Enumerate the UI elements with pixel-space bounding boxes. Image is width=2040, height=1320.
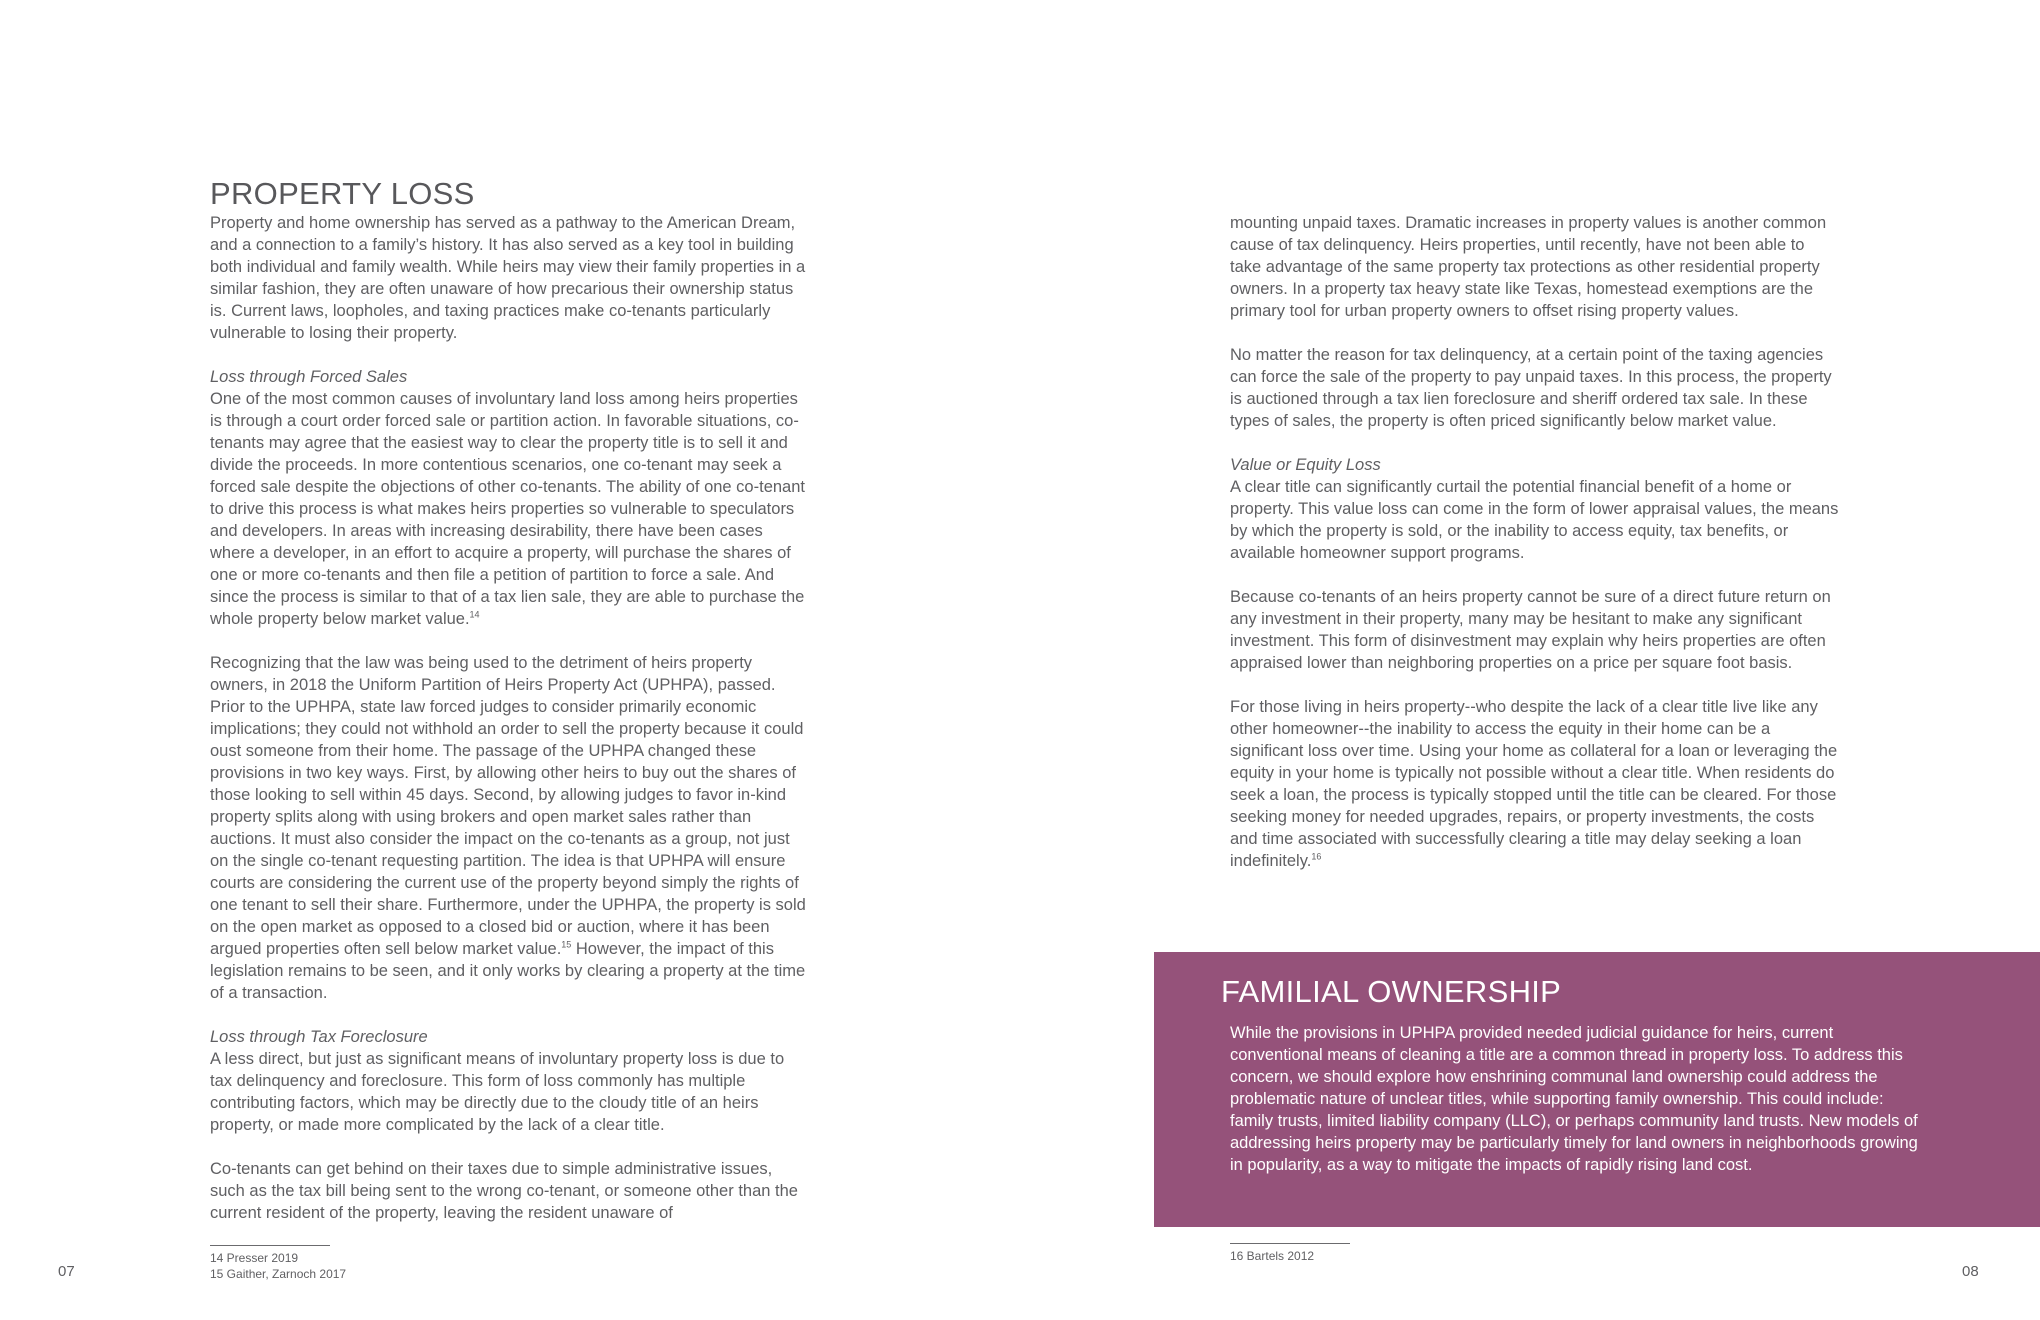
property-loss-heading: PROPERTY LOSS — [210, 176, 475, 211]
cotenants-paragraph: Co-tenants can get behind on their taxes due to simple administrative issues, such as the tax bill being sent to the wrong co-tenant, or someone other than the current resident of the property, leaving the resident unaware of — [210, 1160, 798, 1222]
footnote-14: 14 Presser 2019 — [210, 1251, 299, 1265]
right-footnote-rule — [1230, 1243, 1350, 1244]
equity-text: For those living in heirs property--who despite the lack of a clear title live like any other homeowner--the inability to access the equity in their home can be a significant loss over time. Using your home as collateral for a loan or leveraging the equity in your home is typically not possible without a clear title. When residents do seek a loan, the process is typically stopped until the title can be cleared. For those seeking money for needed upgrades, repairs, or property investments, the costs and time associated with successfully clearing a title may delay seeking a loan indefinitely. — [1230, 698, 1838, 870]
familial-ownership-heading: FAMILIAL OWNERSHIP — [1221, 974, 1562, 1009]
familial-ownership-box — [1154, 952, 2040, 1227]
left-footnotes — [210, 1250, 346, 1282]
equity-paragraph — [1230, 696, 1840, 872]
intro-paragraph: Property and home ownership has served as a pathway to the American Dream, and a connection to a family’s history. It has also served as a key tool in building both individual and family wealth. While heirs may view their family properties in a similar fashion, they are often unaware of how precarious their ownership status is. Current laws, loopholes, and taxing practices make co-tenants particularly vulnerable to losing their property. — [210, 214, 806, 342]
tax-foreclosure-subheading: Loss through Tax Foreclosure — [210, 1028, 428, 1046]
left-text-column — [210, 212, 810, 1246]
uphpa-text: Recognizing that the law was being used to the detriment of heirs property owners, in 2018 the Uniform Partition of Heirs Property Act (UPHPA), passed. Prior to the UPHPA, state law forced judges to consider primarily economic implications; they could not withhold an order to sell the property because it could oust someone from their home. The passage of the UPHPA changed these provisions in two key ways. First, by allowing other heirs to buy out the shares of those looking to sell within 45 days. Second, by allowing judges to favor in-kind property splits along with using brokers and open market sales rather than auctions. It must also consider the impact on the co-tenants as a group, not just on the single co-tenant requesting partition. The idea is that UPHPA will ensure courts are considering the current use of the property beyond simply the rights of one tenant to sell their share. Furthermore, under the UPHPA, the property is sold on the open market as opposed to a closed bid or auction, where it has been argued properties often sell below market value. — [210, 654, 806, 958]
forced-sales-paragraph — [210, 388, 810, 630]
page-number-right: 08 — [1962, 1263, 1979, 1280]
forced-sales-subheading: Loss through Forced Sales — [210, 368, 408, 386]
uphpa-text-end: However, the impact of this legislation remains to be seen, and it only works by clearing a property at the time of a transaction. — [210, 940, 806, 1002]
left-footnote-rule — [210, 1245, 330, 1246]
forced-sales-text: One of the most common causes of involuntary land loss among heirs properties is through a court order forced sale or partition action. In favorable situations, co-tenants may agree that the easiest way to clear the property title is to sell it and divide the proceeds. In more contentious scenarios, one co-tenant may seek a forced sale despite the objections of other co-tenants. The ability of one co-tenant to drive this process is what makes heirs properties so vulnerable to speculators and developers. In areas with increasing desirability, there have been cases where a developer, in an effort to acquire a property, will purchase the shares of one or more co-tenants and then file a petition of partition to force a sale. And since the process is similar to that of a tax lien sale, they are able to purchase the whole property below market value. — [210, 390, 805, 628]
right-footnotes — [1230, 1248, 1314, 1264]
page-number-left: 07 — [58, 1263, 75, 1280]
footnote-ref-16: 16 — [1311, 851, 1322, 862]
tax-foreclosure-paragraph: A less direct, but just as significant means of involuntary property loss is due to tax delinquency and foreclosure. This form of loss commonly has multiple contributing factors, which may be directly due to the cloudy title of an heirs property, or made more complicated by the lack of a clear title. — [210, 1050, 785, 1134]
footnote-15: 15 Gaither, Zarnoch 2017 — [210, 1267, 347, 1281]
disinvestment-paragraph: Because co-tenants of an heirs property cannot be sure of a direct future return on any investment in their property, many may be hesitant to make any significant investment. This form of disinvestment may explain why heirs properties are often appraised lower than neighboring properties on a price per square foot basis. — [1230, 588, 1831, 672]
footnote-16: 16 Bartels 2012 — [1230, 1249, 1315, 1263]
value-loss-paragraph: A clear title can significantly curtail the potential financial benefit of a home or property. This value loss can come in the form of lower appraisal values, the means by which the property is sold, or the inability to access equity, tax benefits, or available homeowner support programs. — [1230, 478, 1839, 562]
right-text-column — [1230, 212, 1840, 894]
continuation-paragraph: mounting unpaid taxes. Dramatic increases in property values is another common cause of tax delinquency. Heirs properties, until recently, have not been able to take advantage of the same property tax protections as other residential property owners. In a property tax heavy state like Texas, homestead exemptions are the primary tool for urban property owners to offset rising property values. — [1230, 214, 1827, 320]
delinquency-paragraph: No matter the reason for tax delinquency, at a certain point of the taxing agencies can force the sale of the property to pay unpaid taxes. In this process, the property is auctioned through a tax lien foreclosure and sheriff ordered tax sale. In these types of sales, the property is often priced significantly below market value. — [1230, 346, 1832, 430]
footnote-ref-15: 15 — [561, 939, 572, 950]
footnote-ref-14: 14 — [469, 609, 480, 620]
familial-ownership-text: While the provisions in UPHPA provided needed judicial guidance for heirs, current conventional means of cleaning a title are a common thread in property loss. To address this concern, we should explore how enshrining communal land ownership could address the problematic nature of unclear titles, while supporting family ownership. This could include: family trusts, limited liability company (LLC), or perhaps community land trusts. New models of addressing heirs property may be particularly timely for land owners in neighborhoods growing in popularity, as a way to mitigate the impacts of rapidly rising land cost. — [1230, 1024, 1918, 1174]
uphpa-paragraph — [210, 652, 810, 1004]
value-equity-subheading: Value or Equity Loss — [1230, 456, 1381, 474]
